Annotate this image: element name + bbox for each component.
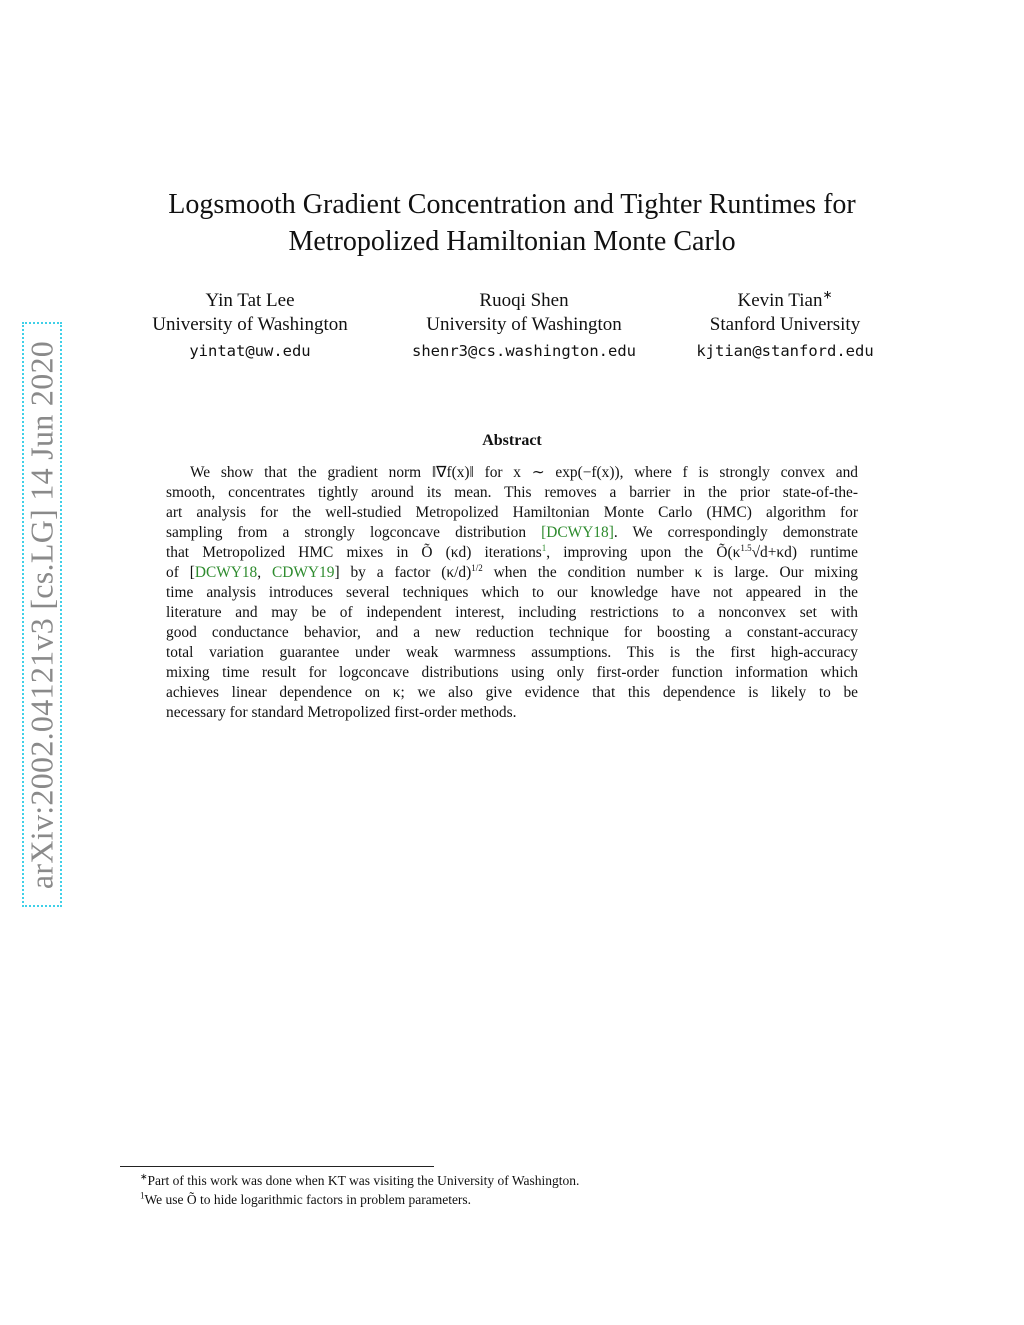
author-name: Ruoqi Shen xyxy=(479,290,569,311)
author-name-row xyxy=(684,289,886,313)
abstract-heading: Abstract xyxy=(482,432,542,449)
footnote-marker[interactable]: 1 xyxy=(541,542,547,553)
abstract-line: necessary for standard Metropolized first-order methods. xyxy=(166,704,517,721)
author-affiliation: University of Washington xyxy=(426,314,622,335)
abstract-line: We show that the gradient norm ‖∇f(x)‖ for x ∼ exp(−f(x)), where f is strongly convex and xyxy=(190,464,858,481)
footnote-text: Part of this work was done when KT was visiting the University of Washington. xyxy=(147,1173,580,1188)
author-block-2 xyxy=(398,289,650,363)
author-email[interactable]: yintat@uw.edu xyxy=(189,342,311,360)
citation-link[interactable]: CDWY19 xyxy=(272,564,335,581)
author-name: Kevin Tian xyxy=(737,290,823,311)
title-line-2: Metropolized Hamiltonian Monte Carlo xyxy=(288,226,736,257)
footnote-mark: ∗ xyxy=(140,1171,148,1182)
abstract-line xyxy=(166,523,858,543)
citation-link[interactable]: [DCWY18] xyxy=(541,524,614,541)
abstract-line xyxy=(166,563,858,583)
author-block-3 xyxy=(684,289,886,363)
author-name: Yin Tat Lee xyxy=(205,290,295,311)
abstract-text: √d+κd) runtime xyxy=(751,544,858,561)
arxiv-stamp xyxy=(22,322,62,907)
footnote-mark: 1 xyxy=(140,1190,145,1201)
footnote-2 xyxy=(140,1191,471,1209)
abstract-text: , xyxy=(257,564,273,581)
abstract-line: time analysis introduces several techniques which to our knowledge have not appeared in the xyxy=(166,584,858,601)
abstract-text: that Metropolized HMC mixes in Õ (κd) iterations xyxy=(166,544,542,561)
abstract-line: good conductance behavior, and a new reduction technique for boosting a constant-accuracy xyxy=(166,624,858,641)
abstract-line xyxy=(166,543,858,563)
citation-link[interactable]: DCWY18 xyxy=(194,564,258,581)
author-affiliation: Stanford University xyxy=(709,314,861,335)
abstract-line: art analysis for the well-studied Metropolized Hamiltonian Monte Carlo (HMC) algorithm for xyxy=(166,504,858,521)
abstract-text: , improving upon the Õ(κ xyxy=(546,544,741,561)
exponent: 1/2 xyxy=(471,562,483,573)
abstract-line: smooth, concentrates tightly around its mean. This removes a barrier in the prior state-of-the- xyxy=(166,484,858,501)
abstract-text: sampling from a strongly logconcave distribution xyxy=(166,524,542,541)
abstract-line: mixing time result for logconcave distributions using only first-order function information which xyxy=(166,664,858,681)
footnote-divider xyxy=(120,1166,434,1167)
abstract-text: . We correspondingly demonstrate xyxy=(613,524,858,541)
author-email[interactable]: shenr3@cs.washington.edu xyxy=(412,342,636,360)
author-block-1 xyxy=(140,289,360,363)
abstract-text: of [ xyxy=(166,564,195,581)
abstract-line: literature and may be of independent interest, including restrictions to a nonconvex set with xyxy=(166,604,858,621)
footnote-1 xyxy=(140,1172,579,1190)
footnote-text: We use Õ to hide logarithmic factors in problem parameters. xyxy=(144,1192,472,1207)
abstract-line: achieves linear dependence on κ; we also give evidence that this dependence is likely to be xyxy=(166,684,858,701)
footnote-marker[interactable]: ∗ xyxy=(822,287,833,302)
abstract-line: total variation guarantee under weak warmness assumptions. This is the first high-accuracy xyxy=(166,644,858,661)
paper-title xyxy=(120,186,904,260)
title-line-1: Logsmooth Gradient Concentration and Tighter Runtimes for xyxy=(168,189,856,220)
author-email[interactable]: kjtian@stanford.edu xyxy=(696,342,874,360)
abstract-body xyxy=(166,463,858,723)
exponent: 1.5 xyxy=(740,542,752,553)
author-affiliation: University of Washington xyxy=(152,314,348,335)
abstract-text: ] by a factor (κ/d) xyxy=(334,564,472,581)
arxiv-identifier: arXiv:2002.04121v3 [cs.LG] 14 Jun 2020 xyxy=(23,340,60,889)
abstract-text: when the condition number κ is large. Our mixing xyxy=(482,564,858,581)
